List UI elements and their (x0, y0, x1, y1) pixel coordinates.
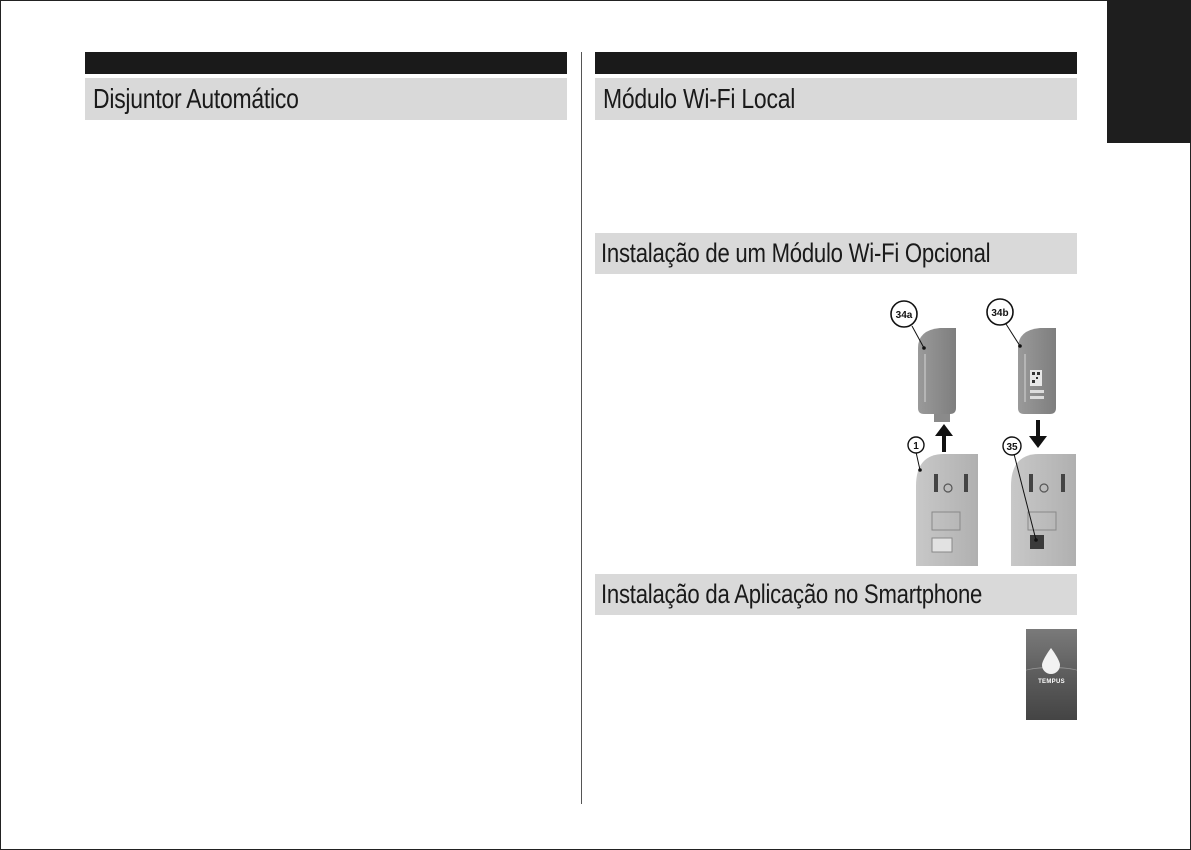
device-base-right (1011, 454, 1076, 566)
wifi-module-install-figure (880, 290, 1080, 566)
section-bar-left (85, 52, 567, 74)
callout-label: 1 (913, 441, 919, 452)
arrow-down-icon (1029, 420, 1047, 448)
section-heading-wifi (595, 78, 1077, 120)
subsection-title: Instalação de um Módulo Wi-Fi Opcional (601, 238, 991, 268)
callout-34b (987, 299, 1022, 348)
subsection-heading-install-module (595, 233, 1077, 274)
section-bar-right (595, 52, 1077, 74)
callout-label: 35 (1006, 442, 1018, 453)
device-base-left (916, 454, 978, 566)
callout-label: 34b (991, 308, 1009, 319)
section-heading-disjuntor (85, 78, 567, 120)
tempus-app-icon (1026, 629, 1077, 720)
callout-34a (891, 301, 926, 350)
app-name: TEMPUS (1038, 679, 1065, 685)
column-divider (581, 52, 582, 804)
wifi-module-34b (1018, 328, 1056, 414)
arrow-up-icon (935, 424, 953, 452)
chapter-tab (1107, 0, 1191, 143)
water-drop-icon (1040, 647, 1062, 675)
subsection-title: Instalação da Aplicação no Smartphone (601, 579, 983, 609)
section-title: Módulo Wi-Fi Local (603, 83, 796, 114)
callout-label: 34a (895, 310, 913, 321)
wifi-module-34a (918, 328, 956, 422)
subsection-heading-install-app (595, 574, 1077, 615)
section-title: Disjuntor Automático (93, 83, 299, 114)
